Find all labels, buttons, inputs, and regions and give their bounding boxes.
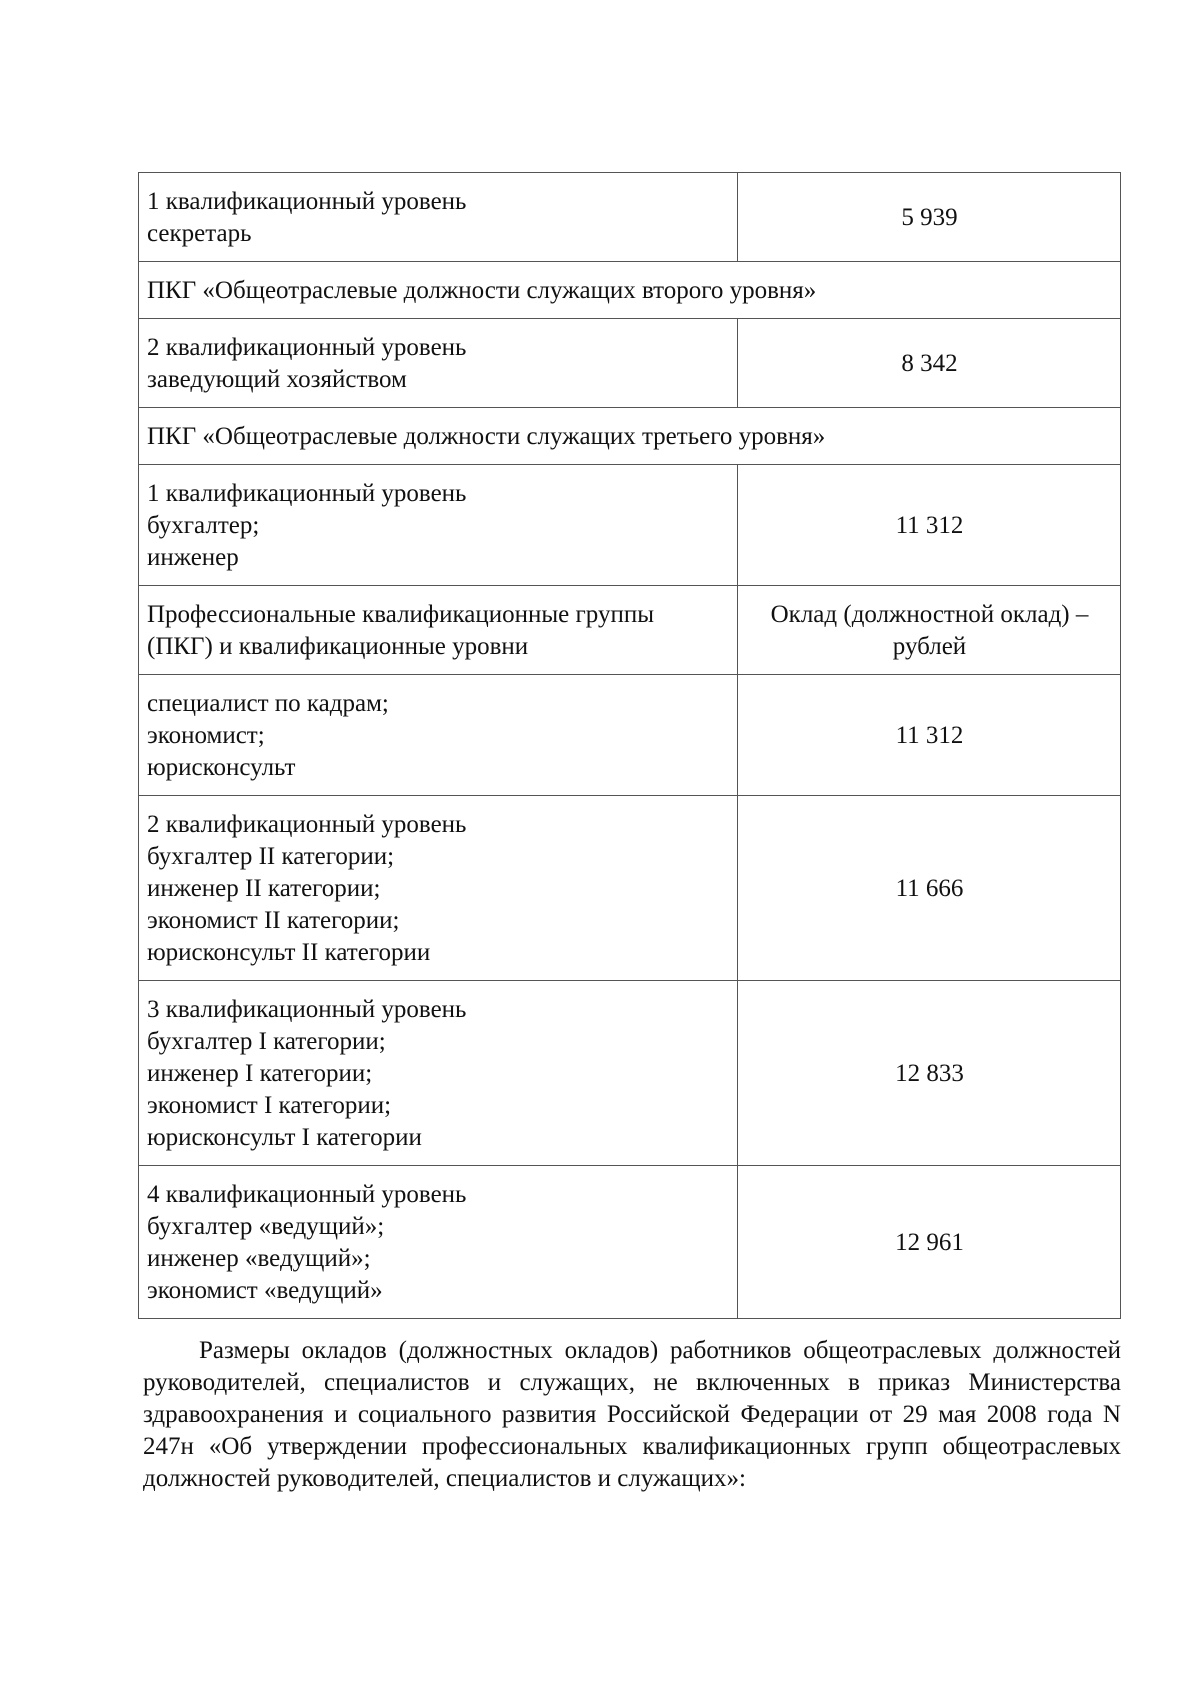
group-heading-cell: ПКГ «Общеотраслевые должности служащих третьего уровня» [139,408,1121,465]
salary-cell: 11 312 [738,675,1121,796]
cell-line: экономист «ведущий» [147,1277,383,1304]
salary-cell: 11 666 [738,796,1121,981]
cell-line: 4 квалификационный уровень [147,1181,467,1208]
cell-line: юрисконсульт II категории [147,939,431,966]
cell-line: экономист II категории; [147,907,400,934]
cell-line: заведующий хозяйством [147,366,407,393]
group-heading-cell: ПКГ «Общеотраслевые должности служащих второго уровня» [139,262,1121,319]
header-groups-cell [139,586,738,675]
qualification-cell [139,675,738,796]
cell-line: 1 квалификационный уровень [147,188,467,215]
salary-table-body [139,173,1121,1319]
cell-line: 2 квалификационный уровень [147,811,467,838]
table-row [139,796,1121,981]
table-row [139,173,1121,262]
salary-cell: 12 961 [738,1166,1121,1319]
cell-line: инженер «ведущий»; [147,1245,371,1272]
qualification-cell [139,981,738,1166]
cell-line: бухгалтер «ведущий»; [147,1213,385,1240]
salary-cell: 12 833 [738,981,1121,1166]
cell-line: бухгалтер; [147,512,260,539]
cell-line: 3 квалификационный уровень [147,996,467,1023]
cell-line: инженер I категории; [147,1060,373,1087]
salary-table [138,172,1121,1319]
salary-cell: 5 939 [738,173,1121,262]
cell-line: (ПКГ) и квалификационные уровни [147,633,529,660]
body-paragraph: Размеры окладов (должностных окладов) работников общеотраслевых должностей руководителей, специалистов и служащих, не включенных в приказ Министерства здравоохранения и социального развития Российской Федерации от 29 мая 2008 года N 247н «Об утверждении профессиональных квалификационных групп общеотраслевых должностей руководителей, специалистов и служащих»: [143,1337,1121,1492]
qualification-cell [139,319,738,408]
cell-line: 2 квалификационный уровень [147,334,467,361]
cell-line: рублей [892,633,967,660]
cell-line: секретарь [147,220,252,247]
table-row [139,981,1121,1166]
qualification-cell [139,796,738,981]
cell-line: Оклад (должностной оклад) – [770,601,1089,628]
cell-line: Профессиональные квалификационные группы [147,601,655,628]
cell-line: бухгалтер I категории; [147,1028,386,1055]
cell-line: юрисконсульт [147,754,296,781]
header-salary-cell [738,586,1121,675]
cell-line: экономист I категории; [147,1092,392,1119]
table-row [139,1166,1121,1319]
table-header-row [139,586,1121,675]
qualification-cell [139,465,738,586]
salary-cell: 8 342 [738,319,1121,408]
cell-line: специалист по кадрам; [147,690,389,717]
cell-line: инженер II категории; [147,875,381,902]
cell-line: бухгалтер II категории; [147,843,395,870]
qualification-cell [139,173,738,262]
table-row [139,319,1121,408]
table-row [139,465,1121,586]
cell-line: юрисконсульт I категории [147,1124,422,1151]
salary-cell: 11 312 [738,465,1121,586]
table-row-group [139,262,1121,319]
table-row [139,675,1121,796]
qualification-cell [139,1166,738,1319]
table-row-group [139,408,1121,465]
cell-line: экономист; [147,722,265,749]
cell-line: инженер [147,544,239,571]
cell-line: 1 квалификационный уровень [147,480,467,507]
